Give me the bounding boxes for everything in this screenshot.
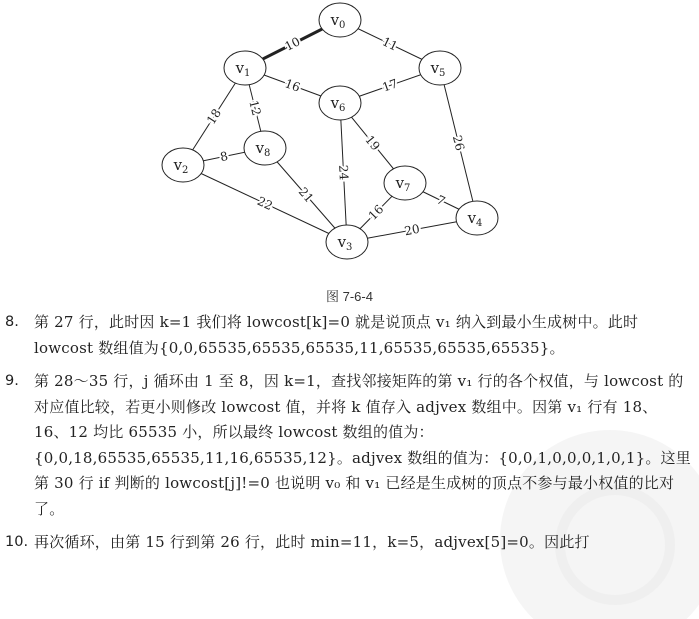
vertex-label: $v_4$ (467, 209, 483, 229)
graph-figure (155, 0, 515, 275)
item-text: 第 27 行，此时因 k=1 我们将 lowcost[k]=0 就是说顶点 v₁ 纳入到最小生成树中。此时 lowcost 数组值为{0,0,65535,65535,65535,11,65535,65535,65535}。 (34, 313, 639, 357)
item-text: 再次循环，由第 15 行到第 26 行，此时 min=11，k=5，adjvex[5]=0。因此打 (34, 533, 590, 551)
vertex-label: $v_8$ (255, 139, 271, 159)
edge-weight: 16 (282, 76, 303, 95)
edge-weight: 17 (380, 76, 400, 95)
vertex-v8 (244, 131, 286, 165)
edge-weight: 7 (434, 192, 448, 209)
step-list (0, 310, 699, 556)
edge-weight: 12 (246, 98, 264, 118)
list-item-9 (0, 369, 699, 522)
vertex-label: $v_7$ (395, 174, 411, 194)
edge-weight: 8 (218, 148, 230, 165)
list-item-8 (0, 310, 699, 361)
vertex-v4 (456, 201, 498, 235)
graph-diagram (155, 0, 515, 275)
edge-weight: 24 (336, 164, 351, 181)
edge-weight: 20 (403, 221, 421, 239)
vertex-label: $v_2$ (173, 156, 189, 176)
vertex-label: $v_5$ (430, 59, 446, 79)
vertex-v1 (224, 51, 266, 85)
item-number: 9. (5, 373, 19, 389)
edge-weight: 11 (380, 34, 400, 54)
edge-weight: 16 (365, 202, 387, 223)
vertex-label: $v_1$ (235, 59, 251, 79)
figure-caption: 图 7-6-4 (326, 289, 373, 304)
vertex-v7 (384, 166, 426, 200)
edge-weight: 19 (362, 132, 383, 154)
list-item-10 (0, 530, 699, 556)
item-number: 8. (5, 314, 19, 330)
item-text: 第 28～35 行，j 循环由 1 至 8，因 k=1，查找邻接矩阵的第 v₁ 行的各个权值，与 lowcost 的对应值比较，若更小则修改 lowcost 值，并将 k 值存入 adjvex 数组中。因第 v₁ 行有 18、16、12 均比 65535 小，所以最终 lowcost 数组的值为：{0,0,18,65535,65535,11,16,65535,12}。adjvex 数组的值为：{0,0,1,0,0,0,1,0,1}。这里第 30 行 if 判断的 lowcost[j]!=0 也说明 v₀ 和 v₁ 已经是生成树的顶点不参与最小权值的比对了。 (34, 372, 691, 518)
edge-weight: 21 (295, 184, 317, 206)
vertex-label: $v_3$ (337, 233, 353, 253)
vertex-v6 (319, 86, 361, 120)
vertex-v3 (326, 225, 368, 259)
vertex-v5 (419, 51, 461, 85)
vertex-label: $v_0$ (330, 11, 346, 31)
vertex-v0 (319, 3, 361, 37)
edge-weight: 18 (203, 106, 225, 127)
item-number: 10. (5, 534, 29, 550)
edge-weight: 22 (255, 193, 275, 214)
edge-weight: 26 (449, 133, 468, 153)
vertex-v2 (162, 148, 204, 182)
edge-weight: 10 (282, 34, 303, 54)
vertex-label: $v_6$ (330, 94, 346, 114)
